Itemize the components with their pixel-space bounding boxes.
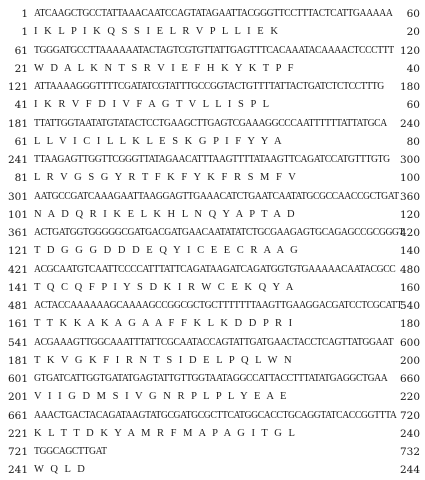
- amino-acid-sequence: W D A L K N T S R V I E F H K Y K T P F: [34, 62, 294, 74]
- start-position-number: 481: [7, 300, 28, 312]
- nucleotide-sequence: AATGCCGATCAAAGAATTAAGGAGTTGAAACATCTGAATCAATATGCGCCAACCGCTGAT: [34, 190, 399, 202]
- amino-acid-sequence: T Q C Q F P I Y S D K I R W C E K Q Y A: [34, 281, 294, 293]
- start-position-number: 361: [7, 227, 28, 239]
- end-position-number: 120: [399, 44, 420, 57]
- nucleotide-row: [0, 370, 425, 388]
- amino-acid-sequence: T K V G K F I R N T S I D E L P Q L W N: [34, 354, 292, 366]
- start-position-number: 601: [7, 373, 28, 385]
- amino-acid-sequence: L L V I C I L L K L E S K G P I F Y Y A: [34, 135, 282, 147]
- end-position-number: 220: [399, 391, 420, 404]
- start-position-number: 81: [14, 172, 28, 185]
- nucleotide-sequence: TTAAGAGTTGGTTCGGGTTATAGAACATTTAAGTTTTATAAGTTCAGATCCATGTTTGTG: [34, 154, 390, 165]
- end-position-number: 360: [399, 190, 420, 203]
- amino-acid-sequence: L R V G S G Y R T F K F Y K F R S M F V: [34, 172, 297, 184]
- start-position-number: 201: [7, 391, 28, 404]
- nucleotide-row: [0, 334, 425, 352]
- start-position-number: 1: [21, 8, 28, 20]
- end-position-number: 240: [399, 427, 420, 440]
- amino-acid-sequence: T T K K A K A G A A F F K L K D D P R I: [34, 318, 293, 330]
- amino-acid-row: [0, 206, 425, 224]
- start-position-number: 101: [7, 208, 28, 221]
- nucleotide-sequence: ATCAAGCTGCCTATTAAACAATCCAGTATAGAATTACGGGTTCCTTTACTCATTGAAAAA: [34, 8, 393, 19]
- end-position-number: 660: [399, 373, 420, 385]
- end-position-number: 300: [399, 154, 420, 166]
- end-position-number: 240: [399, 117, 420, 130]
- nucleotide-row: [0, 5, 425, 23]
- end-position-number: 180: [399, 318, 420, 331]
- amino-acid-row: [0, 279, 425, 297]
- amino-acid-row: [0, 96, 425, 114]
- amino-acid-sequence: I K R V F D I V F A G T V L L I S P L: [34, 99, 270, 111]
- nucleotide-sequence: TGGCAGCTTGAT: [34, 446, 107, 457]
- nucleotide-row: [0, 443, 425, 461]
- nucleotide-sequence: ACGAAAGTTGGCAAATTTATTCGCAATACCAGTATTGATGAACTACCTCAGTTATGGAAT: [34, 336, 394, 348]
- end-position-number: 60: [406, 8, 420, 20]
- nucleotide-sequence: GTGATCATTGGTGATATGAGTATTGTTGGTAATAGGCCATTACCTTTATATGAGGCTGAA: [34, 373, 388, 384]
- start-position-number: 121: [7, 245, 28, 258]
- nucleotide-row: [0, 297, 425, 315]
- end-position-number: 180: [399, 81, 420, 93]
- start-position-number: 161: [7, 318, 28, 331]
- nucleotide-row: [0, 261, 425, 279]
- end-position-number: 200: [399, 354, 420, 367]
- start-position-number: 41: [14, 99, 28, 112]
- nucleotide-row: [0, 78, 425, 96]
- nucleotide-row: [0, 407, 425, 425]
- amino-acid-sequence: V I I G D M S I V G N R P L P L Y E A E: [34, 391, 287, 403]
- amino-acid-row: [0, 60, 425, 78]
- end-position-number: 244: [399, 464, 420, 477]
- start-position-number: 61: [14, 44, 28, 57]
- nucleotide-sequence: TTATTGGTAATATGTATACTCCTGAAGCTTGAGTCGAAAGGCCCAATTTTTTATTATGCA: [34, 117, 387, 129]
- start-position-number: 181: [7, 354, 28, 367]
- start-position-number: 121: [7, 81, 28, 93]
- amino-acid-row: [0, 425, 425, 443]
- start-position-number: 21: [14, 62, 28, 75]
- nucleotide-sequence: ACTACCAAAAAAGCAAAAGCCGGCGCTGCTTTTTTTAAGTTGAAGGACGATCCTCGCATT: [34, 300, 402, 311]
- start-position-number: 541: [7, 336, 28, 349]
- amino-acid-sequence: K L T T D K Y A M R F M A P A G I T G L: [34, 427, 296, 439]
- amino-acid-sequence: I K L P I K Q S S I E L R V P L L I E K: [34, 26, 279, 38]
- amino-acid-row: [0, 23, 425, 41]
- amino-acid-row: [0, 315, 425, 333]
- end-position-number: 420: [399, 227, 420, 239]
- sequence-listing: [0, 5, 425, 480]
- end-position-number: 600: [399, 336, 420, 349]
- amino-acid-sequence: T D G G G D D D E Q Y I C E E C R A A G: [34, 245, 298, 257]
- start-position-number: 421: [7, 263, 28, 276]
- nucleotide-row: [0, 42, 425, 60]
- amino-acid-sequence: N A D Q R I K E L K H L N Q Y A P T A D: [34, 208, 295, 220]
- nucleotide-sequence: AAACTGACTACAGATAAGTATGCGATGCGCTTCATGGCACCTGCAGGTATCACCGGTTTA: [34, 409, 397, 421]
- start-position-number: 1: [21, 26, 28, 39]
- start-position-number: 141: [7, 281, 28, 294]
- amino-acid-row: [0, 169, 425, 187]
- amino-acid-row: [0, 352, 425, 370]
- nucleotide-sequence: ACGCAATGTCAATTCCCCATTTATTCAGATAAGATCAGATGGTGTGAAAAACAATACGCC: [34, 263, 396, 275]
- end-position-number: 732: [399, 446, 420, 458]
- end-position-number: 60: [406, 99, 420, 112]
- start-position-number: 661: [7, 409, 28, 422]
- start-position-number: 241: [7, 154, 28, 166]
- start-position-number: 61: [14, 135, 28, 148]
- amino-acid-row: [0, 388, 425, 406]
- start-position-number: 301: [7, 190, 28, 203]
- nucleotide-row: [0, 188, 425, 206]
- start-position-number: 241: [7, 464, 28, 477]
- end-position-number: 20: [406, 26, 420, 39]
- nucleotide-sequence: ATTAAAAGGGTTTTCGATATCGTATTTGCCGGTACTGTTTTATTACTGATCTCTCCTTTG: [34, 81, 384, 92]
- start-position-number: 221: [7, 427, 28, 440]
- end-position-number: 480: [399, 263, 420, 276]
- end-position-number: 40: [406, 62, 420, 75]
- nucleotide-row: [0, 115, 425, 133]
- amino-acid-row: [0, 461, 425, 479]
- nucleotide-row: [0, 151, 425, 169]
- amino-acid-row: [0, 242, 425, 260]
- start-position-number: 181: [7, 117, 28, 130]
- end-position-number: 140: [399, 245, 420, 258]
- end-position-number: 160: [399, 281, 420, 294]
- nucleotide-row: [0, 224, 425, 242]
- end-position-number: 720: [399, 409, 420, 422]
- nucleotide-sequence: ACTGATGGTGGGGGCGATGACGATGAACAATATATCTGCGAAGAGTGCAGAGCCGCGGGT: [34, 227, 405, 238]
- end-position-number: 540: [399, 300, 420, 312]
- start-position-number: 721: [7, 446, 28, 458]
- end-position-number: 100: [399, 172, 420, 185]
- nucleotide-sequence: TGGGATGCCTTAAAAAATACTAGTCGTGTTATTGAGTTTCACAAATACAAAACTCCCTTT: [34, 44, 394, 56]
- amino-acid-sequence: W Q L D: [34, 464, 85, 476]
- end-position-number: 80: [406, 135, 420, 148]
- amino-acid-row: [0, 133, 425, 151]
- end-position-number: 120: [399, 208, 420, 221]
